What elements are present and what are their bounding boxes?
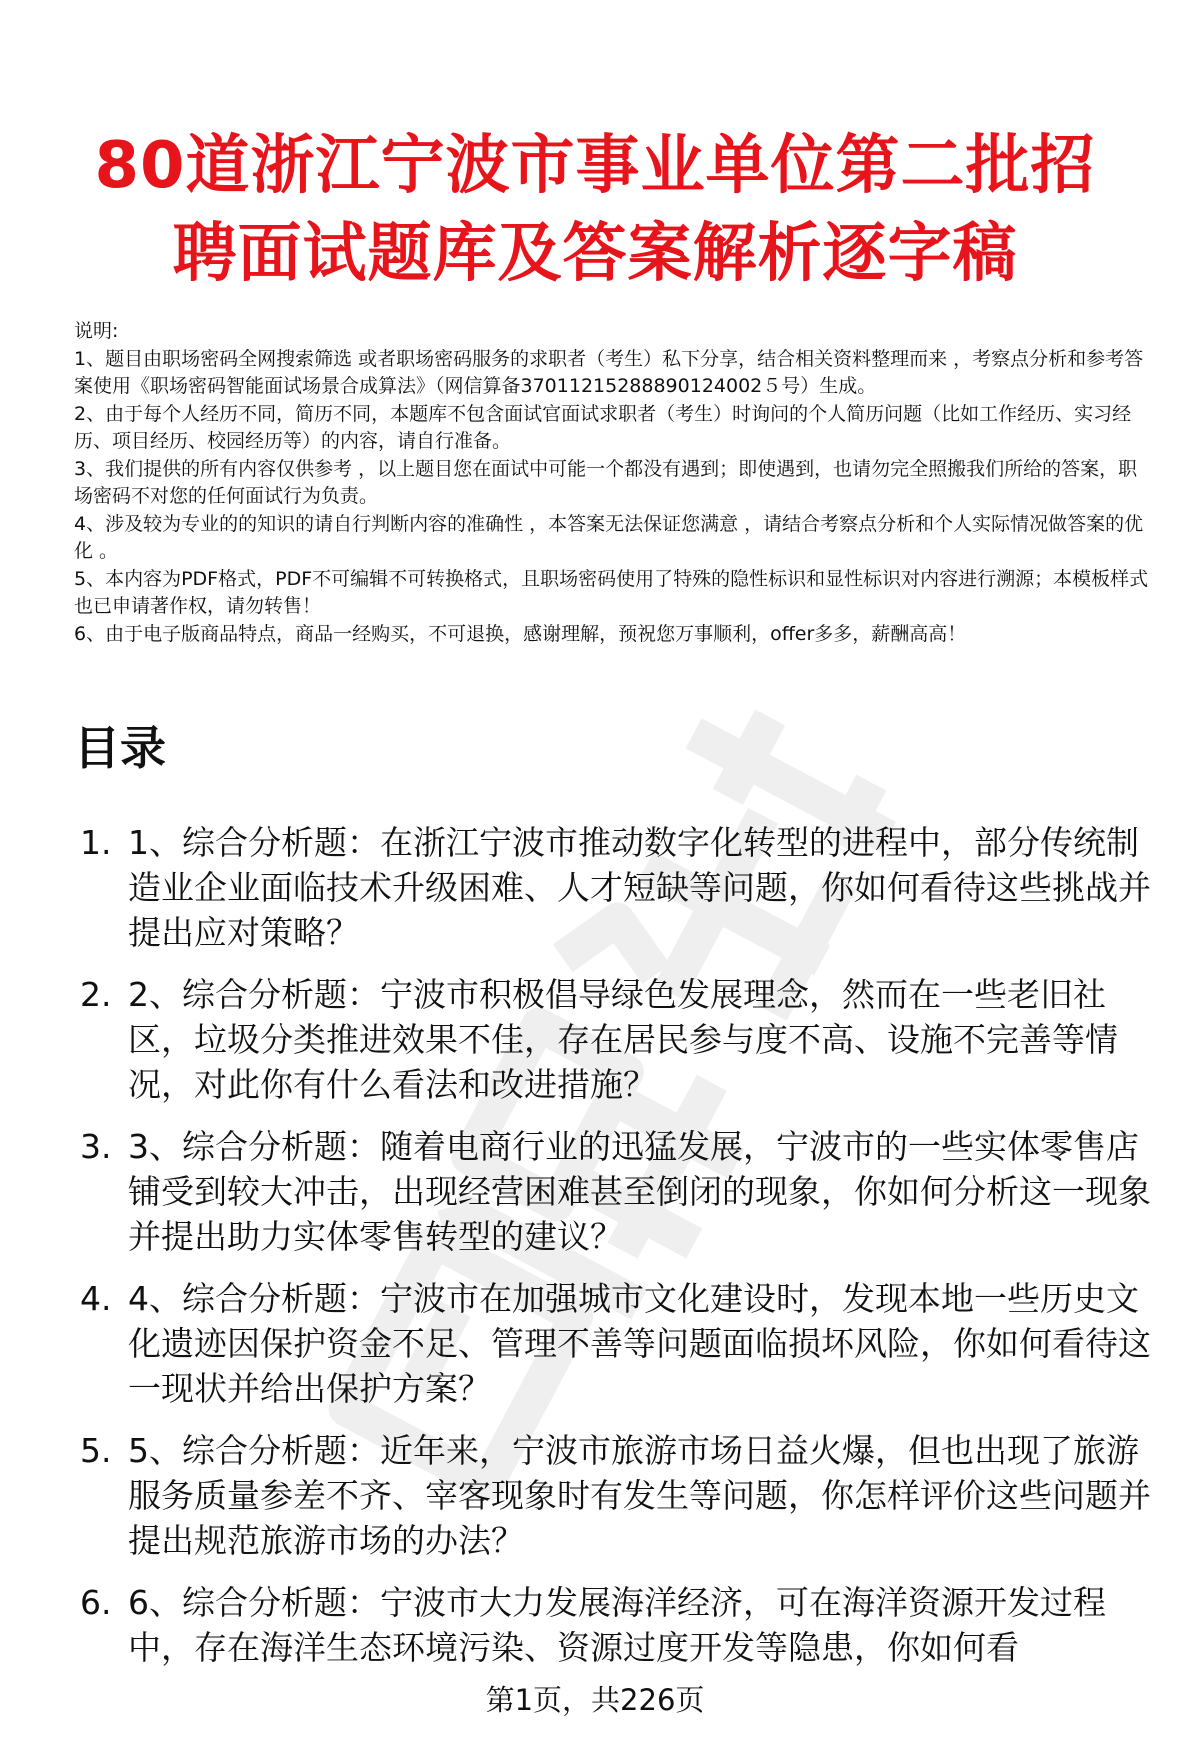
toc-item[interactable] — [74, 820, 1164, 955]
toc-item[interactable] — [74, 972, 1164, 1107]
toc-item[interactable] — [74, 1580, 1164, 1670]
note-item: 3、我们提供的所有内容仅供参考 ，以上题目您在面试中可能一个都没有遇到；即使遇到，也请勿完全照搬我们所给的答案，职场密码不对您的任何面试行为负责。 — [74, 457, 1138, 507]
document-title — [70, 122, 1120, 298]
toc-item-text: 1、综合分析题：在浙江宁波市推动数字化转型的进程中，部分传统制造业企业面临技术升级困难、人才短缺等问题，你如何看待这些挑战并提出应对策略？ — [128, 823, 1151, 952]
toc-item-number: 2. — [80, 975, 112, 1014]
toc-item-text: 6、综合分析题：宁波市大力发展海洋经济，可在海洋资源开发过程中，存在海洋生态环境污染、资源过度开发等隐患，你如何看 — [128, 1583, 1106, 1667]
notes-section — [74, 318, 1156, 648]
table-of-contents — [74, 820, 1164, 1687]
document-title-line-2: 聘面试题库及答案解析逐字稿 — [172, 217, 1018, 291]
page-footer: 第1页，共226页 — [485, 1683, 705, 1717]
toc-item-number: 4. — [80, 1279, 112, 1318]
toc-item-text: 4、综合分析题：宁波市在加强城市文化建设时，发现本地一些历史文化遗迹因保护资金不足、管理不善等问题面临损坏风险，你如何看待这一现状并给出保护方案？ — [128, 1279, 1151, 1408]
toc-heading: 目录 — [74, 721, 166, 775]
toc-item-text: 5、综合分析题：近年来，宁波市旅游市场日益火爆，但也出现了旅游服务质量参差不齐、宰客现象时有发生等问题，你怎样评价这些问题并提出规范旅游市场的办法？ — [128, 1431, 1151, 1560]
note-item: 1、题目由职场密码全网搜索筛选 或者职场密码服务的求职者（考生）私下分享，结合相关资料整理而来 ，考察点分析和参考答案使用《职场密码智能面试场景合成算法》（网信算备37011215288890124002５号）生成。 — [74, 347, 1144, 397]
toc-item[interactable] — [74, 1276, 1164, 1411]
toc-item[interactable] — [74, 1124, 1164, 1259]
toc-item-number: 1. — [80, 823, 112, 862]
note-item: 2、由于每个人经历不同，简历不同，本题库不包含面试官面试求职者（考生）时询问的个人简历问题（比如工作经历、实习经历、项目经历、校园经历等）的内容，请自行准备。 — [74, 402, 1132, 452]
document-title-line-1: 80道浙江宁波市事业单位第二批招 — [94, 129, 1096, 203]
toc-item[interactable] — [74, 1428, 1164, 1563]
note-item: 5、本内容为PDF格式，PDF不可编辑不可转换格式，且职场密码使用了特殊的隐性标识和显性标识对内容进行溯源；本模板样式也已申请著作权，请勿转售！ — [74, 567, 1149, 617]
toc-item-text: 3、综合分析题：随着电商行业的迅猛发展，宁波市的一些实体零售店铺受到较大冲击，出现经营困难甚至倒闭的现象，你如何分析这一现象并提出助力实体零售转型的建议？ — [128, 1127, 1151, 1256]
toc-item-text: 2、综合分析题：宁波市积极倡导绿色发展理念，然而在一些老旧社区，垃圾分类推进效果不佳，存在居民参与度不高、设施不完善等情况，对此你有什么看法和改进措施？ — [128, 975, 1118, 1104]
toc-item-number: 3. — [80, 1127, 112, 1166]
notes-heading: 说明: — [74, 320, 119, 342]
toc-item-number: 5. — [80, 1431, 112, 1470]
toc-item-number: 6. — [80, 1583, 112, 1622]
note-item: 4、涉及较为专业的的知识的请自行判断内容的准确性 ，本答案无法保证您满意 ，请结合考察点分析和个人实际情况做答案的优化 。 — [74, 512, 1144, 562]
note-item: 6、由于电子版商品特点，商品一经购买，不可退换，感谢理解，预祝您万事顺利，offer多多，薪酬高高！ — [74, 622, 967, 645]
